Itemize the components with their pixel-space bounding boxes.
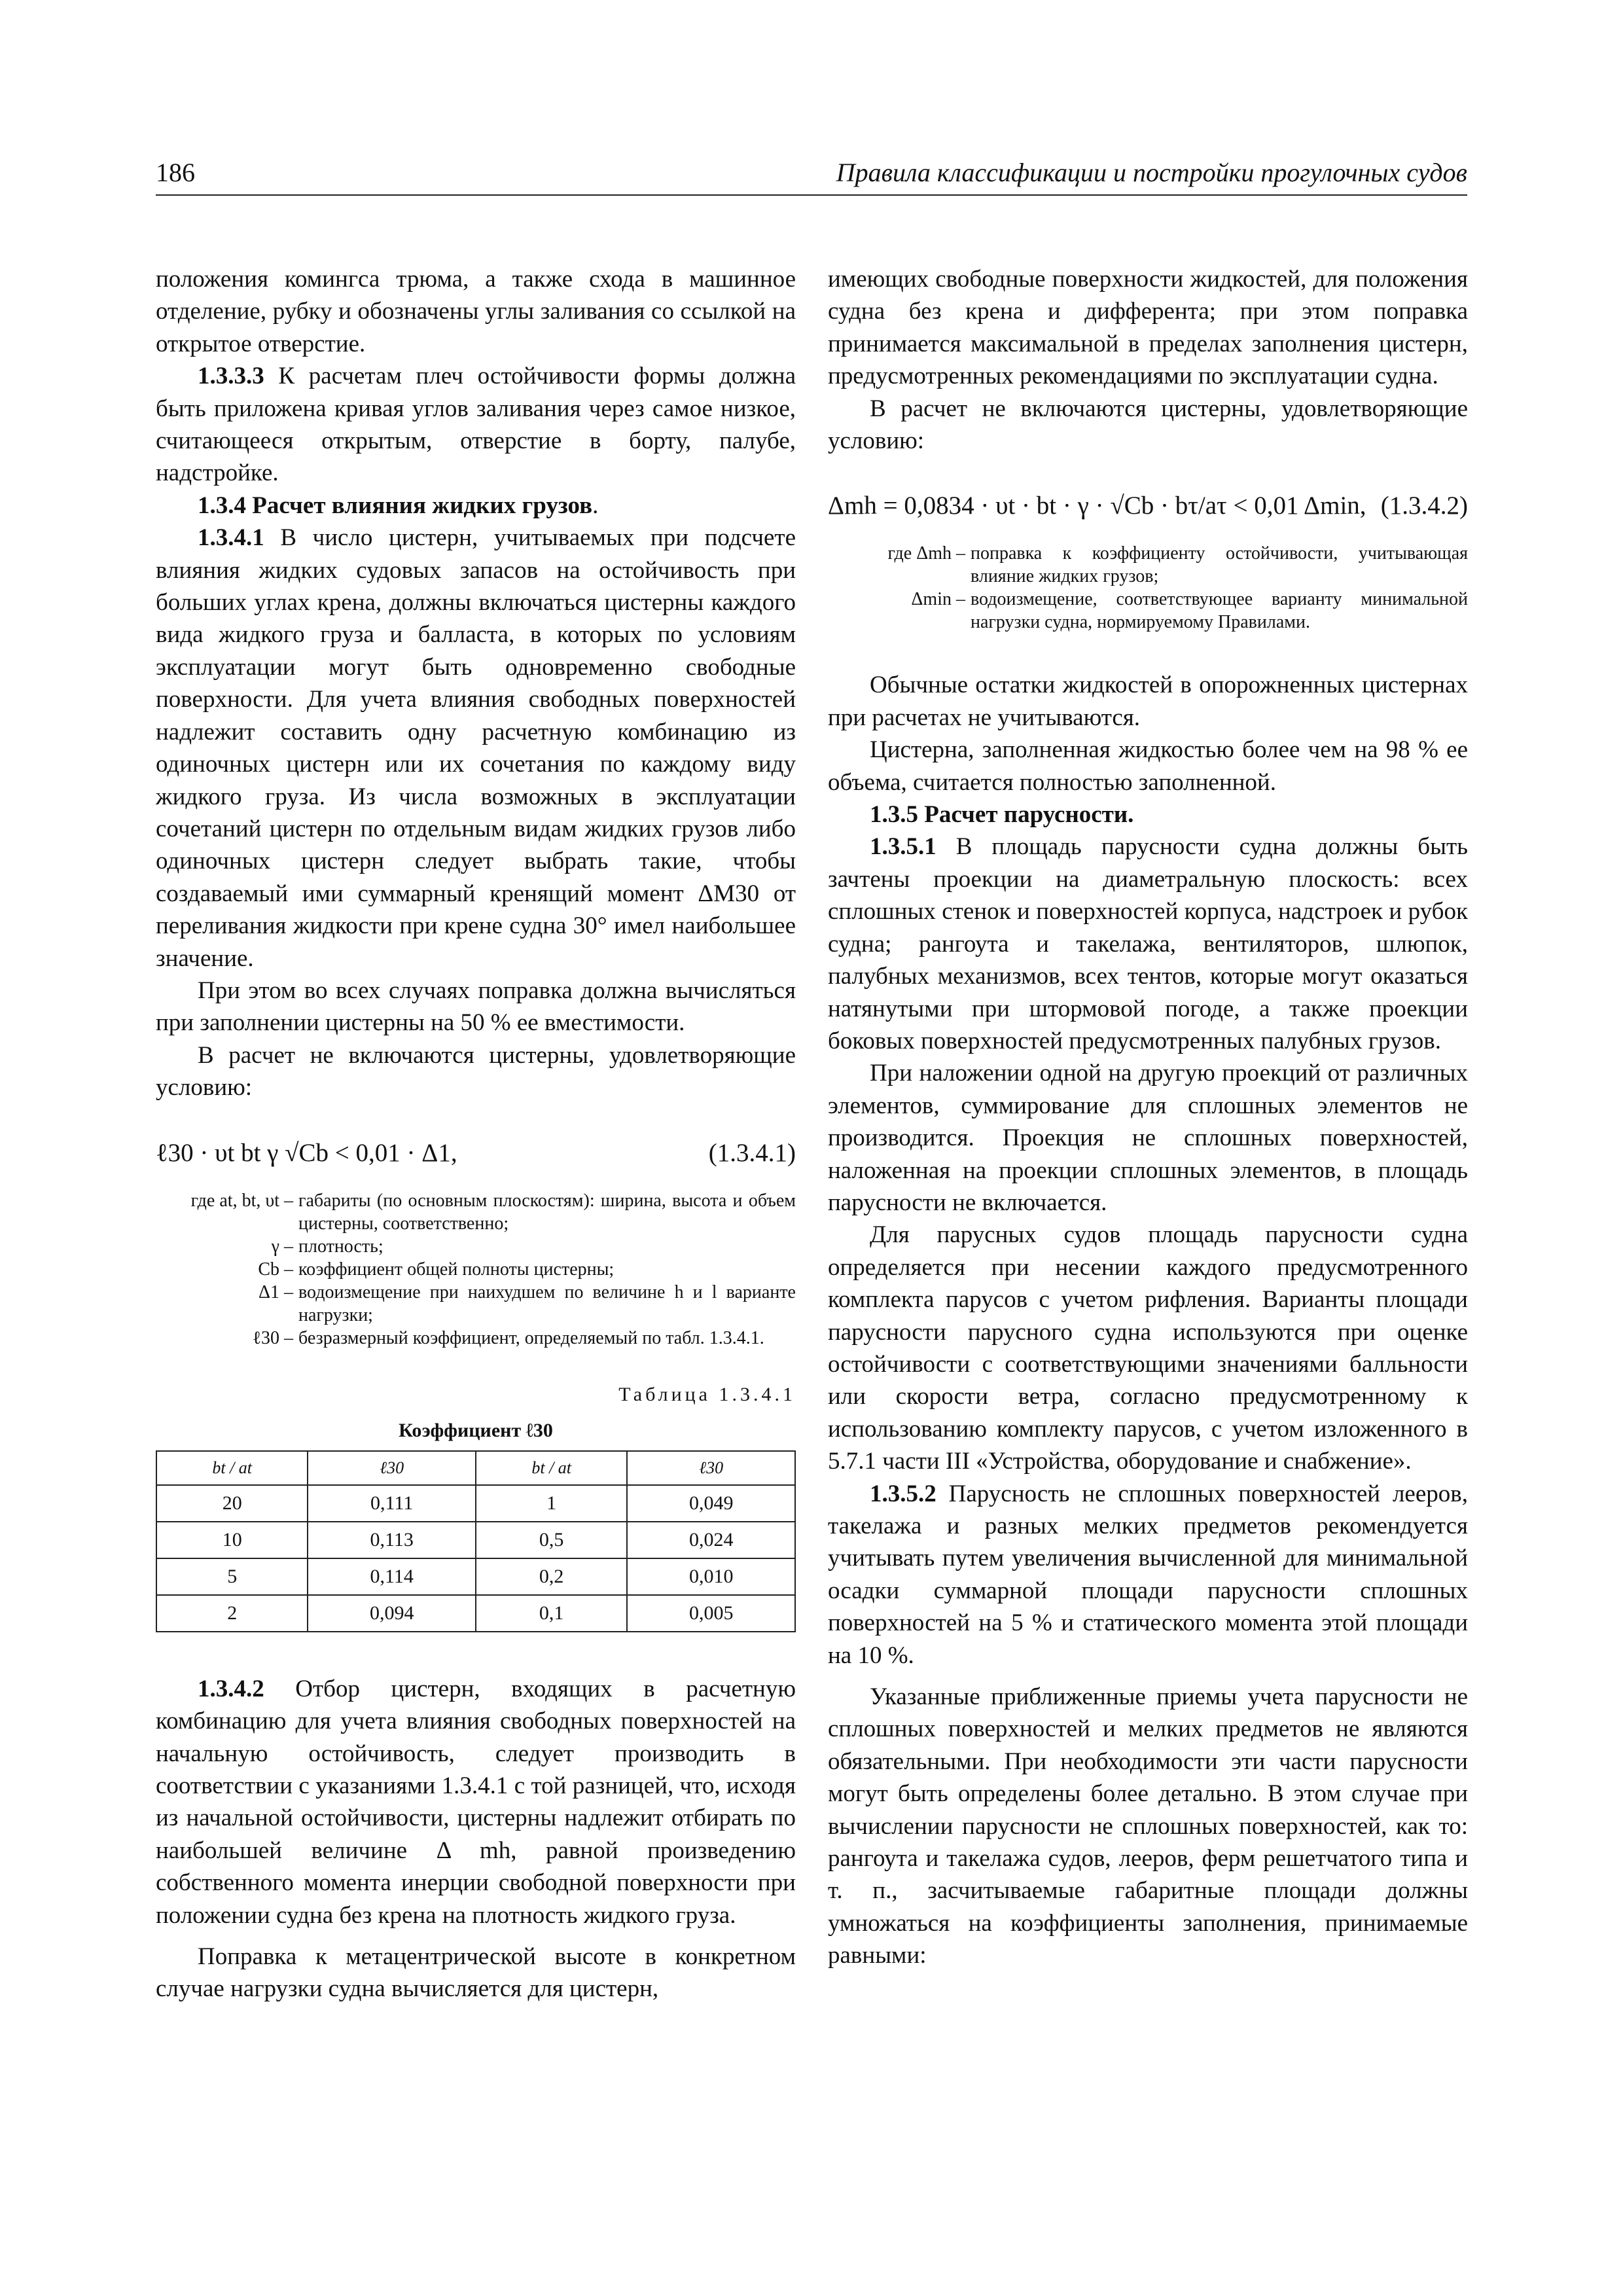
table-row	[156, 1485, 795, 1522]
section-heading-1-3-4: 1.3.4 Расчет влияния жидких грузов.	[198, 492, 599, 519]
clause-text: В площадь парусности судна должны быть зачтены проекции на диаметральную плоскость: всех сплошных стенок и поверхностей корпуса, надстроек и рубок судна; рангоута и такелажа, вентиляторов, шлюпок, палубных механизмов, всех тентов, которые могут оказаться натянутыми при штормовой погоде, а также проекции боковых поверхностей предусмотренных палубных грузов.	[828, 833, 1468, 1054]
section-heading-1-3-5	[828, 798, 1468, 831]
legend-symbol: Δ1 –	[258, 1282, 293, 1302]
legend-definition: безразмерный коэффициент, определяемый по табл. 1.3.4.1.	[298, 1327, 764, 1348]
paragraph-1-3-5-2	[828, 1478, 1468, 1672]
table-cell: 2	[156, 1595, 308, 1632]
paragraph: Для парусных судов площадь парусности судна определяется при несении каждого предусмотренного комплекта парусов с учетом рифления. Варианты площади парусности парусного судна используются при оценке остойчивости с соответствующими значениями балльности или скорости ветра, согласно предусмотренному к использованию комплекту парусов, с учетом изложенного в 5.7.1 части III «Устройства, оборудование и снабжение».	[828, 1221, 1468, 1475]
running-title: Правила классификации и постройки прогулочных судов	[836, 158, 1467, 187]
table-cell: 0,5	[476, 1522, 627, 1558]
table-cell: 0,2	[476, 1558, 627, 1595]
running-header	[156, 154, 1467, 196]
legend-symbol: Δmin –	[911, 589, 965, 610]
table-cell: 0,1	[476, 1595, 627, 1632]
paragraph: Цистерна, заполненная жидкостью более чем на 98 % ее объема, считается полностью заполненной.	[828, 736, 1468, 796]
table-cell: 20	[156, 1485, 308, 1522]
coefficient-table	[156, 1450, 796, 1632]
clause-number: 1.3.5.1	[870, 833, 936, 861]
paragraph: При наложении одной на другую проекций от различных элементов, суммирование для сплошных элементов не производится. Проекция не сплошных поверхностей, наложенная на проекции сплошных элементов, в площадь парусности не включается.	[828, 1060, 1468, 1216]
legend-definition: плотность;	[298, 1236, 383, 1257]
clause-number: 1.3.4.2	[198, 1675, 264, 1702]
table-cell: 0,094	[308, 1595, 476, 1632]
table-cell: 0,010	[627, 1558, 795, 1595]
legend-row	[156, 1281, 796, 1327]
formula-1-3-4-2	[828, 471, 1468, 535]
table-cell: 0,049	[627, 1485, 795, 1522]
table-caption: Таблица 1.3.4.1	[618, 1383, 796, 1405]
paragraph: Поправка к метацентрической высоте в конкретном случае нагрузки судна вычисляется для цистерн,	[156, 1943, 796, 2003]
formula-expression: ℓ30 · υt bt γ √Cb < 0,01 · Δ1,	[156, 1138, 457, 1167]
legend-row	[156, 1235, 796, 1258]
legend-symbol: Cb –	[258, 1259, 293, 1280]
legend-definition: габариты (по основным плоскостям): ширина, высота и объем цистерны, соответственно;	[298, 1190, 796, 1234]
left-column	[156, 263, 796, 2005]
table-cell: 0,114	[308, 1558, 476, 1595]
paragraph: В расчет не включаются цистерны, удовлетворяющие условию:	[156, 1041, 796, 1102]
formula-expression: Δmh = 0,0834 · υt · bt · γ · √Cb · bτ/aτ < 0,01 Δmin,	[828, 492, 1366, 520]
legend-row	[156, 1189, 796, 1235]
table-header-cell: ℓ30	[627, 1451, 795, 1484]
formula-number: (1.3.4.1)	[708, 1138, 796, 1167]
paragraph-1-3-5-1	[828, 831, 1468, 1057]
table-cell: 0,024	[627, 1522, 795, 1558]
legend-row	[828, 588, 1468, 634]
paragraph: положения комингса трюма, а также схода в машинное отделение, рубку и обозначены углы заливания со ссылкой на открытое отверстие.	[156, 266, 796, 357]
table-header-row	[156, 1451, 795, 1484]
formula-legend	[156, 1189, 796, 1350]
legend-definition: поправка к коэффициенту остойчивости, учитывающая влияние жидких грузов;	[971, 543, 1468, 587]
table-header-cell: bt / at	[156, 1451, 308, 1484]
legend-symbol: γ –	[271, 1236, 293, 1257]
formula-legend	[828, 542, 1468, 634]
formula-number: (1.3.4.2)	[1380, 492, 1468, 520]
legend-definition: коэффициент общей полноты цистерны;	[298, 1259, 615, 1280]
legend-row	[828, 542, 1468, 588]
legend-definition: водоизмещение при наихудшем по величине h и l варианте нагрузки;	[298, 1282, 796, 1325]
table-header-cell: ℓ30	[308, 1451, 476, 1484]
clause-text: Парусность не сплошных поверхностей лееров, такелажа и разных мелких предметов рекомендуется учитывать путем увеличения вычисленной для минимальной осадки суммарной площади парусности сплошных поверхностей на 5 % и статического момента этой площади на 10 %.	[828, 1480, 1468, 1669]
table-cell: 1	[476, 1485, 627, 1522]
table-cell: 0,113	[308, 1522, 476, 1558]
table-cell: 0,005	[627, 1595, 795, 1632]
paragraph: Указанные приближенные приемы учета парусности не сплошных поверхностей и мелких предметов не являются обязательными. При необходимости эти части парусности могут быть определены более детально. В этом случае при вычислении парусности не сплошных поверхностей, как то: рангоута и такелажа судов, лееров, ферм решетчатого типа и т. п., засчитываемые габаритные площади должны умножаться на коэффициенты заполнения, принимаемые равными:	[828, 1683, 1468, 1969]
table-header-cell: bt / at	[476, 1451, 627, 1484]
legend-row	[156, 1258, 796, 1281]
paragraph: При этом во всех случаях поправка должна вычисляться при заполнении цистерны на 50 % ее вместимости.	[156, 977, 796, 1037]
paragraph-1-3-4-2	[156, 1673, 796, 1931]
paragraph-1-3-4-1	[156, 522, 796, 975]
legend-symbol: ℓ30 –	[252, 1327, 293, 1348]
legend-symbol: где Δmh –	[887, 543, 965, 564]
paragraph: имеющих свободные поверхности жидкостей, для положения судна без крена и дифферента; при этом поправка принимается максимальной в пределах заполнения цистерн, предусмотренных рекомендациями по эксплуатации судна.	[828, 266, 1468, 390]
section-heading-text: 1.3.5 Расчет парусности.	[870, 801, 1134, 829]
legend-definition: водоизмещение, соответствующее варианту минимальной нагрузки судна, нормируемому Правилами.	[971, 589, 1468, 633]
paragraph: В расчет не включаются цистерны, удовлетворяющие условию:	[828, 395, 1468, 455]
table-row	[156, 1522, 795, 1558]
table-row	[156, 1595, 795, 1632]
table-title: Коэффициент ℓ30	[399, 1419, 553, 1441]
table-cell: 5	[156, 1558, 308, 1595]
legend-symbol: где at, bt, υt –	[190, 1190, 293, 1211]
clause-text: К расчетам плеч остойчивости формы должна быть приложена кривая углов заливания через самое низкое, считающееся открытым, отверстие в борту, палубе, надстройке.	[156, 363, 796, 487]
legend-row	[156, 1327, 796, 1350]
clause-text: Отбор цистерн, входящих в расчетную комбинацию для учета влияния свободных поверхностей на начальную остойчивость, следует производить в соответствии с указаниями 1.3.4.1 с той разницей, что, исходя из начальной остойчивости, цистерны надлежит отбирать по наибольшей величине Δ mh, равной произведению собственного момента инерции свободной поверхности при положении судна без крена на плотность жидкого груза.	[156, 1675, 796, 1929]
formula-1-3-4-1	[156, 1119, 796, 1183]
clause-number: 1.3.4.1	[198, 524, 264, 552]
table-cell: 10	[156, 1522, 308, 1558]
clause-number: 1.3.5.2	[870, 1480, 936, 1507]
clause-number: 1.3.3.3	[198, 363, 264, 390]
page-number: 186	[156, 158, 195, 187]
paragraph-1-3-3-3	[156, 360, 796, 490]
table-cell: 0,111	[308, 1485, 476, 1522]
clause-text: В число цистерн, учитываемых при подсчете влияния жидких судовых запасов на остойчивость при больших углах крена, должны включаться цистерны каждого вида жидкого груза и балласта, в которых по условиям эксплуатации могут быть одновременно свободные поверхности. Для учета влияния свободных поверхностей надлежит составить одну расчетную комбинацию из одиночных цистерн или их сочетания по каждому виду жидкого груза. Из числа возможных в эксплуатации сочетаний цистерн по отдельным видам жидких грузов либо одиночных цистерн следует выбрать такие, чтобы создаваемый ими суммарный кренящий момент ΔM30 от переливания жидкости при крене судна 30° имел наибольшее значение.	[156, 524, 796, 972]
section-heading-text: 1.3.4 Расчет влияния жидких грузов	[198, 492, 593, 519]
paragraph: Обычные остатки жидкостей в опорожненных цистернах при расчетах не учитываются.	[828, 672, 1468, 731]
table-row	[156, 1558, 795, 1595]
right-column	[828, 263, 1468, 1972]
